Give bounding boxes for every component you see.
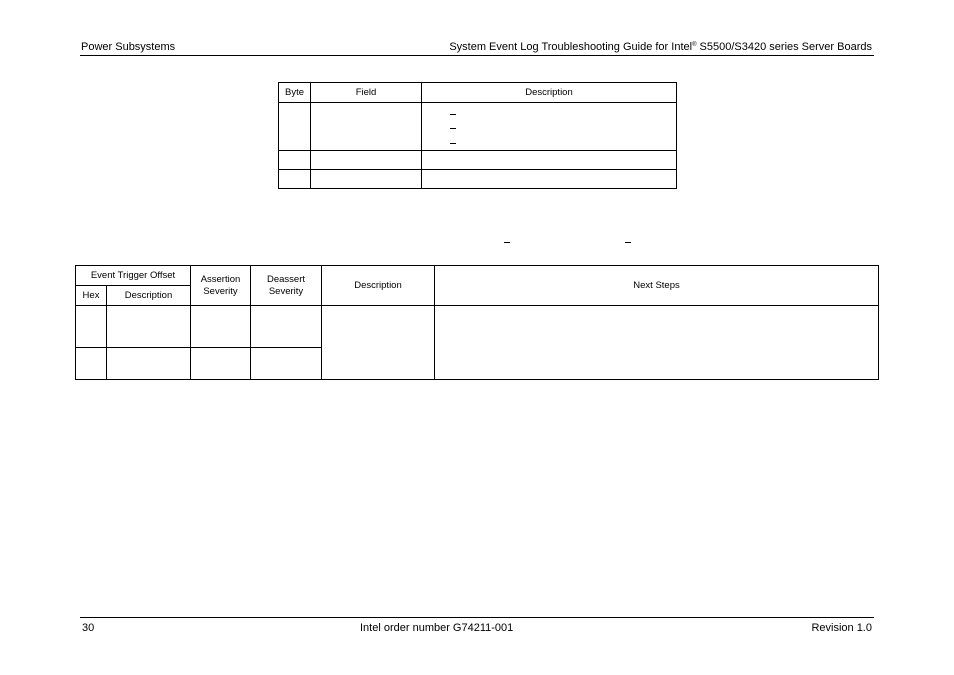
table-cell-dash-list xyxy=(422,103,677,151)
guide-title-suffix: S5500/S3420 series Server Boards xyxy=(696,41,872,53)
table-cell xyxy=(311,170,422,189)
bullet-dash xyxy=(450,114,456,115)
registered-mark: ® xyxy=(692,42,697,48)
table-row xyxy=(279,170,677,189)
header-rule xyxy=(80,55,874,56)
table-cell xyxy=(76,306,107,348)
col-offset-description: Description xyxy=(107,286,191,306)
col-byte: Byte xyxy=(279,83,311,103)
col-hex: Hex xyxy=(76,286,107,306)
guide-title-text: System Event Log Troubleshooting Guide for Intel xyxy=(449,41,693,53)
table-cell xyxy=(322,306,435,380)
revision: Revision 1.0 xyxy=(811,622,872,634)
table-header-row xyxy=(279,83,677,103)
table-cell xyxy=(191,306,251,348)
dash-mark xyxy=(625,242,631,243)
col-deassert-severity: Deassert Severity xyxy=(251,266,322,306)
table-row xyxy=(279,103,677,151)
sensor-byte-table xyxy=(278,82,677,189)
col-description: Description xyxy=(322,266,435,306)
table-header-row xyxy=(76,266,879,286)
table-cell xyxy=(191,348,251,380)
order-number: Intel order number G74211-001 xyxy=(360,622,514,634)
table-cell xyxy=(251,306,322,348)
header-section-title: Power Subsystems xyxy=(81,41,176,53)
col-field: Field xyxy=(311,83,422,103)
footer-rule xyxy=(80,617,874,618)
table-row xyxy=(76,306,879,348)
table-row xyxy=(279,151,677,170)
table-cell xyxy=(251,348,322,380)
bullet-dash xyxy=(450,143,456,144)
table-cell xyxy=(279,103,311,151)
table-cell xyxy=(422,170,677,189)
table-cell xyxy=(107,306,191,348)
table-cell xyxy=(422,151,677,170)
page-number: 30 xyxy=(82,622,95,634)
col-description: Description xyxy=(422,83,677,103)
col-event-trigger-offset: Event Trigger Offset xyxy=(76,266,191,286)
table-cell xyxy=(435,306,879,380)
table-cell xyxy=(76,348,107,380)
table-cell xyxy=(279,151,311,170)
dash-mark xyxy=(504,242,510,243)
col-next-steps: Next Steps xyxy=(435,266,879,306)
header-guide-title xyxy=(449,41,872,53)
col-assertion-severity: Assertion Severity xyxy=(191,266,251,306)
table-cell xyxy=(311,151,422,170)
table-cell xyxy=(311,103,422,151)
table-cell xyxy=(107,348,191,380)
bullet-dash xyxy=(450,128,456,129)
event-trigger-table xyxy=(75,265,879,380)
table-cell xyxy=(279,170,311,189)
